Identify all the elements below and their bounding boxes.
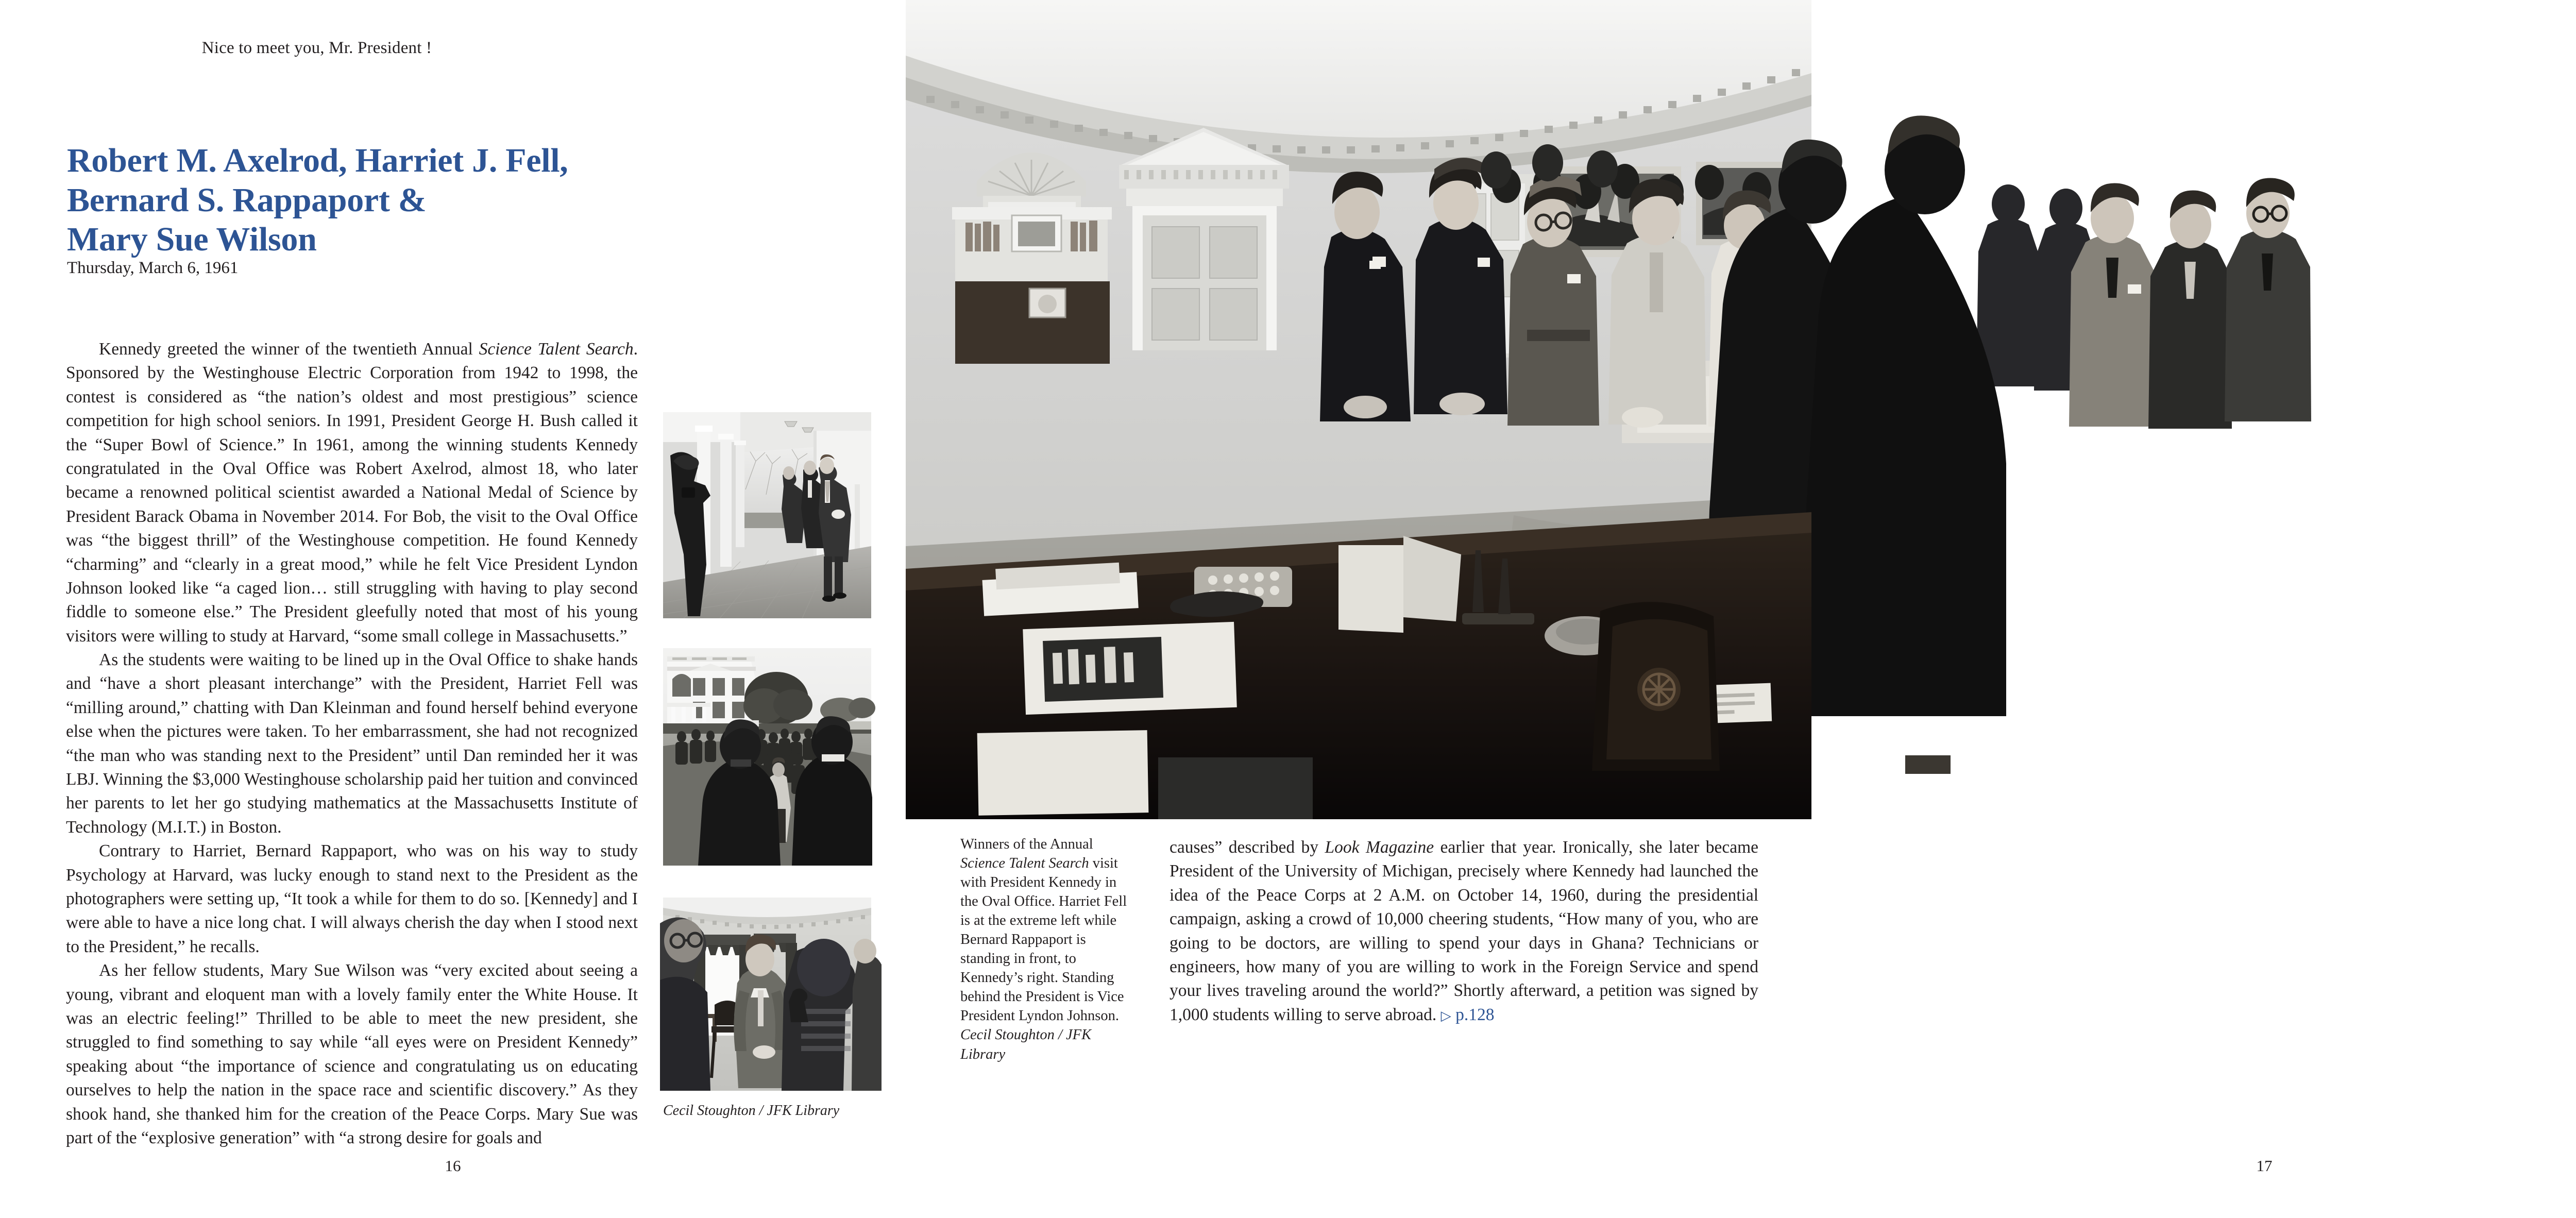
caption-text: Winners of the Annual Science Talent Search visit with President Kennedy in the Oval Office. Harriet Fell is at the extreme left while Bernard Rappaport is standing in front, to Kennedy’s right. Standing behind the President is Vice President Lyndon Johnson.: [960, 836, 1127, 1024]
title-line-1: Robert M. Axelrod, Harriet J. Fell,: [67, 142, 568, 180]
title-line-2: Bernard S. Rappaport &: [67, 181, 427, 219]
left-body-column: [66, 337, 638, 1150]
right-body-paragraph: [1170, 836, 1758, 1027]
running-head: Nice to meet you, Mr. President !: [201, 39, 432, 57]
page-title: [67, 141, 675, 260]
right-body-text: causes” described by Look Magazine earlier that year. Ironically, she later became President of the University of Michigan, precisely where Kennedy had launched the idea of the Peace Corps at 2 A.M. on October 14, 1960, during the presidential campaign, asking a crowd of 10,000 cheering students, “How many of you, who are going to be doctors, are willing to spend your days in Ghana? Technicians or engineers, how many of you are willing to work in the Foreign Service and spend your lives traveling around the world?” Shortly afterward, a petition was signed by 1,000 students willing to serve abroad.: [1170, 838, 1759, 1024]
photo-kennedy-johnson-backs-white-house-lawn: [663, 648, 871, 866]
photo-strip-credit: Cecil Stoughton / JFK Library: [663, 1103, 840, 1119]
page-number-right: 17: [2256, 1157, 2273, 1175]
body-paragraph-1: Kennedy greeted the winner of the twentieth Annual Science Talent Search. Sponsored by the Westinghouse Electric Corporation from 1942 to 1998, the contest is considered as “the nation’s oldest and most prestigious” science competition for high school seniors. In 1991, President George H. Bush called it the “Super Bowl of Science.” In 1961, among the winning students Kennedy congratulated in the Oval Office was Robert Axelrod, almost 18, who later became a renowned political scientist awarded a National Medal of Science by President Barack Obama in November 2014. For Bob, the visit to the Oval Office was “the biggest thrill” of the Westinghouse competition. He found Kennedy “charming” and “clearly in a great mood,” while he felt Vice President Lyndon Johnson looked like “a caged lion… still struggling with having to play second fiddle to someone else.” The President gleefully noted that most of his young visitors were willing to study at Harvard, “some small college in Massachusetts.”: [66, 340, 638, 646]
right-body-column: [1170, 836, 1758, 1027]
left-page: [0, 0, 906, 1218]
cross-reference-link[interactable]: [1436, 1005, 1494, 1024]
page-number-left: 16: [445, 1157, 461, 1175]
article-date: Thursday, March 6, 1961: [67, 259, 239, 277]
hero-photo-caption: [960, 835, 1134, 1064]
body-paragraph-4: As her fellow students, Mary Sue Wilson was “very excited about seeing a young, vibrant and eloquent man with a lovely family enter the White House. It was an electric feeling!” Thrilled to be able to meet the new president, she struggled to find something to say while “all eyes were on President Kennedy” speaking about “the importance of science and congratulating us on educating ourselves to help the nation in the space race and scientific discovery.” As they shook hand, she thanked him for the creation of the Peace Corps. Mary Sue was part of the “explosive generation” with “a strong desire for goals and: [66, 961, 638, 1147]
cross-reference-label: p.128: [1455, 1005, 1495, 1024]
caption-credit: Cecil Stoughton / JFK Library: [960, 1027, 1092, 1062]
photo-science-talent-search-winners-oval-office: [906, 0, 1811, 819]
right-page: [906, 0, 2273, 1218]
body-paragraph-2: As the students were waiting to be lined up in the Oval Office to shake hands and “have a short pleasant interchange” with the President, Harriet Fell was “milling around,” chatting with Dan Kleinman and found herself behind everyone else when the pictures were taken. To her embarrassment, she had not recognized “the man who was standing next to the President” until Dan reminded her it was LBJ. Winning the $3,000 Westinghouse scholarship paid her tuition and convinced her parents to let her go studying mathematics at the Massachusetts Institute of Technology (M.I.T.) in Boston.: [66, 650, 638, 837]
photo-kennedy-greeting-students-oval-office: [663, 898, 871, 1091]
body-paragraph-3: Contrary to Harriet, Bernard Rappaport, who was on his way to study Psychology at Harvard, was lucky enough to stand next to the President as the photographers were setting up, “It took a while for them to do so. [Kennedy] and I were able to have a nice long chat. I will always cherish the day when I stood next to the President,” he recalls.: [66, 841, 638, 956]
photo-jfk-walking-colonnade: [663, 412, 871, 618]
triangle-right-icon: ▷: [1440, 1008, 1451, 1023]
title-line-3: Mary Sue Wilson: [67, 221, 317, 259]
